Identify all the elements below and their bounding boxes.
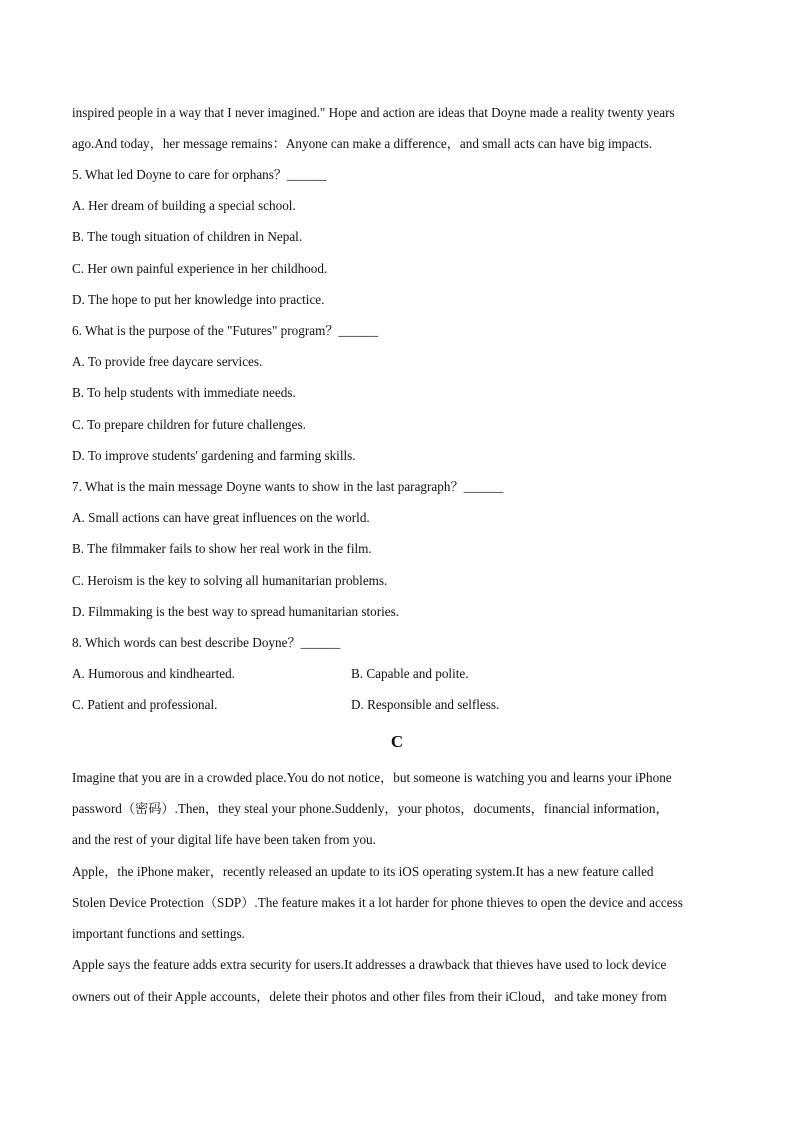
- option-c: C. Patient and professional.: [72, 697, 218, 712]
- option-d: D. To improve students' gardening and farming skills.: [72, 448, 356, 463]
- option-a: A. Her dream of building a special school.: [72, 198, 296, 213]
- option-d: D. Responsible and selfless.: [351, 697, 500, 712]
- option-c: C. Heroism is the key to solving all humanitarian problems.: [72, 573, 388, 588]
- option-b: B. The tough situation of children in Nepal.: [72, 229, 303, 244]
- option-c: C. To prepare children for future challenges.: [72, 417, 306, 432]
- passage-line: important functions and settings.: [72, 926, 245, 941]
- option-a: A. To provide free daycare services.: [72, 354, 263, 369]
- option-b: B. To help students with immediate needs.: [72, 385, 296, 400]
- passage-line: password（密码）.Then，they steal your phone.Suddenly，your photos，documents，financial information，: [72, 801, 669, 816]
- option-a: A. Humorous and kindhearted.: [72, 666, 235, 681]
- passage-line: inspired people in a way that I never imagined." Hope and action are ideas that Doyne made a reality twenty years: [72, 105, 675, 120]
- passage-line: owners out of their Apple accounts，delete their photos and other files from their iCloud，and take money from: [72, 989, 667, 1004]
- option-b: B. The filmmaker fails to show her real work in the film.: [72, 541, 372, 556]
- question-stem: 5. What led Doyne to care for orphans？______: [72, 167, 327, 182]
- question-stem: 6. What is the purpose of the "Futures" program？______: [72, 323, 379, 338]
- option-b: B. Capable and polite.: [351, 666, 469, 681]
- passage-line: and the rest of your digital life have been taken from you.: [72, 832, 376, 847]
- passage-line: Apple，the iPhone maker，recently released an update to its iOS operating system.It has a new feature called: [72, 864, 654, 879]
- passage-line: Stolen Device Protection（SDP）.The feature makes it a lot harder for phone thieves to open the device and access: [72, 895, 683, 910]
- option-c: C. Her own painful experience in her childhood.: [72, 261, 328, 276]
- question-stem: 8. Which words can best describe Doyne？______: [72, 635, 341, 650]
- option-a: A. Small actions can have great influences on the world.: [72, 510, 370, 525]
- question-stem: 7. What is the main message Doyne wants to show in the last paragraph？______: [72, 479, 504, 494]
- section-heading: C: [390, 732, 404, 751]
- option-d: D. Filmmaking is the best way to spread humanitarian stories.: [72, 604, 400, 619]
- passage-line: ago.And today，her message remains：Anyone can make a difference，and small acts can have big impacts.: [72, 136, 653, 151]
- option-d: D. The hope to put her knowledge into practice.: [72, 292, 325, 307]
- passage-line: Apple says the feature adds extra security for users.It addresses a drawback that thieves have used to lock device: [72, 957, 667, 972]
- passage-line: Imagine that you are in a crowded place.You do not notice，but someone is watching you and learns your iPhone: [72, 770, 672, 785]
